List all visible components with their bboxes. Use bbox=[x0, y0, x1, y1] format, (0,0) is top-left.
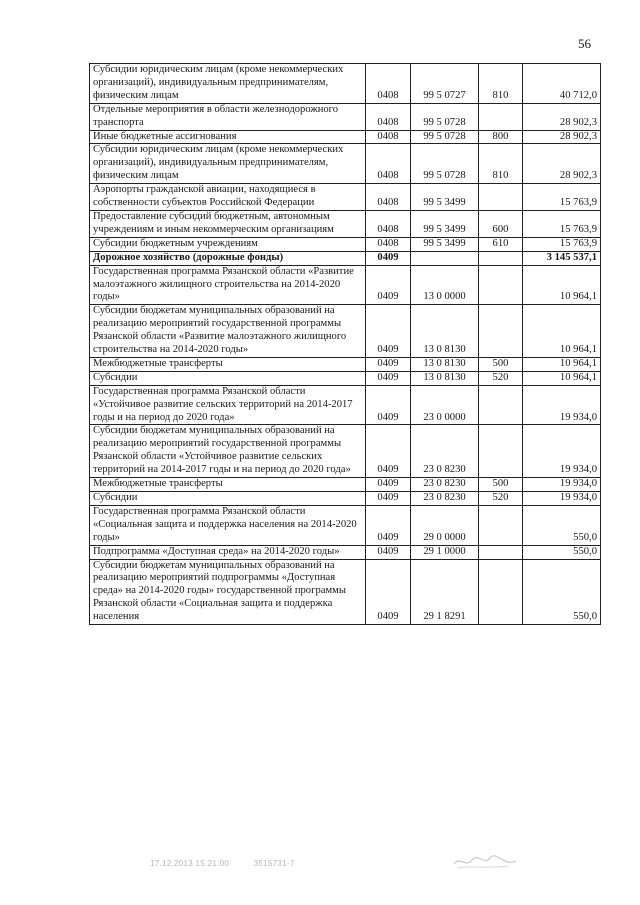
row-sum: 10 964,1 bbox=[523, 371, 601, 385]
row-expense-type bbox=[479, 265, 523, 305]
row-section-code: 0409 bbox=[366, 559, 411, 625]
row-name: Предоставление субсидий бюджетным, автономным учреждениям и иным некоммерческим организациям bbox=[90, 210, 366, 237]
footer-code: 3515731-7 bbox=[253, 859, 295, 868]
table-row bbox=[90, 144, 601, 184]
budget-table-body bbox=[90, 64, 601, 625]
row-section-code: 0409 bbox=[366, 251, 411, 265]
row-target-article: 99 5 0728 bbox=[411, 103, 479, 130]
table-row bbox=[90, 371, 601, 385]
row-sum: 19 934,0 bbox=[523, 425, 601, 478]
row-section-code: 0408 bbox=[366, 184, 411, 211]
row-expense-type: 500 bbox=[479, 478, 523, 492]
row-sum: 550,0 bbox=[523, 559, 601, 625]
row-expense-type bbox=[479, 103, 523, 130]
table-row bbox=[90, 305, 601, 358]
page-number: 56 bbox=[578, 36, 591, 51]
table-row bbox=[90, 237, 601, 251]
row-name: Субсидии bbox=[90, 492, 366, 506]
row-name: Подпрограмма «Доступная среда» на 2014-2020 годы» bbox=[90, 545, 366, 559]
table-row bbox=[90, 103, 601, 130]
row-section-code: 0409 bbox=[366, 492, 411, 506]
row-expense-type: 520 bbox=[479, 492, 523, 506]
row-section-code: 0409 bbox=[366, 357, 411, 371]
row-target-article: 23 0 8230 bbox=[411, 492, 479, 506]
row-sum: 15 763,9 bbox=[523, 184, 601, 211]
row-target-article: 99 5 0728 bbox=[411, 144, 479, 184]
row-name: Аэропорты гражданской авиации, находящиеся в собственности субъектов Российской Федерации bbox=[90, 184, 366, 211]
row-section-code: 0409 bbox=[366, 265, 411, 305]
row-name: Субсидии юридическим лицам (кроме некоммерческих организаций), индивидуальным предпринимателям, физическим лицам bbox=[90, 144, 366, 184]
row-sum: 19 934,0 bbox=[523, 478, 601, 492]
table-row bbox=[90, 492, 601, 506]
row-name: Государственная программа Рязанской области «Развитие малоэтажного жилищного строительства на 2014-2020 годы» bbox=[90, 265, 366, 305]
table-row bbox=[90, 505, 601, 545]
row-target-article: 23 0 8230 bbox=[411, 478, 479, 492]
row-section-code: 0409 bbox=[366, 425, 411, 478]
table-row bbox=[90, 64, 601, 104]
row-section-code: 0408 bbox=[366, 144, 411, 184]
row-section-code: 0408 bbox=[366, 130, 411, 144]
table-row bbox=[90, 425, 601, 478]
row-sum: 19 934,0 bbox=[523, 492, 601, 506]
row-target-article: 99 5 0728 bbox=[411, 130, 479, 144]
row-sum: 10 964,1 bbox=[523, 265, 601, 305]
row-name: Дорожное хозяйство (дорожные фонды) bbox=[90, 251, 366, 265]
row-section-code: 0409 bbox=[366, 545, 411, 559]
row-target-article: 23 0 0000 bbox=[411, 385, 479, 425]
row-sum: 28 902,3 bbox=[523, 144, 601, 184]
row-target-article: 99 5 3499 bbox=[411, 184, 479, 211]
table-row bbox=[90, 130, 601, 144]
row-target-article: 13 0 8130 bbox=[411, 371, 479, 385]
row-expense-type bbox=[479, 505, 523, 545]
row-sum: 10 964,1 bbox=[523, 357, 601, 371]
row-sum: 3 145 537,1 bbox=[523, 251, 601, 265]
row-name: Субсидии бюджетам муниципальных образований на реализацию мероприятий подпрограммы «Доступная среда» на 2014-2020 годы» государственной программы Рязанской области «Социальная защита и поддержка населения bbox=[90, 559, 366, 625]
row-sum: 28 902,3 bbox=[523, 103, 601, 130]
row-section-code: 0409 bbox=[366, 505, 411, 545]
table-row bbox=[90, 210, 601, 237]
row-expense-type bbox=[479, 385, 523, 425]
row-section-code: 0408 bbox=[366, 237, 411, 251]
footer bbox=[150, 859, 317, 868]
table-row bbox=[90, 357, 601, 371]
table-row bbox=[90, 184, 601, 211]
row-section-code: 0408 bbox=[366, 210, 411, 237]
row-expense-type: 520 bbox=[479, 371, 523, 385]
row-expense-type: 600 bbox=[479, 210, 523, 237]
row-target-article: 29 0 0000 bbox=[411, 505, 479, 545]
table-row bbox=[90, 265, 601, 305]
row-name: Субсидии бюджетам муниципальных образований на реализацию мероприятий государственной программы Рязанской области «Устойчивое развитие сельских территорий на 2014-2017 годы и на период до 2020 года» bbox=[90, 425, 366, 478]
row-target-article: 99 5 3499 bbox=[411, 237, 479, 251]
row-section-code: 0409 bbox=[366, 478, 411, 492]
row-expense-type: 500 bbox=[479, 357, 523, 371]
row-target-article: 13 0 8130 bbox=[411, 357, 479, 371]
row-expense-type bbox=[479, 184, 523, 211]
budget-table bbox=[89, 63, 601, 625]
row-sum: 40 712,0 bbox=[523, 64, 601, 104]
row-sum: 15 763,9 bbox=[523, 210, 601, 237]
row-target-article: 99 5 0727 bbox=[411, 64, 479, 104]
row-sum: 10 964,1 bbox=[523, 305, 601, 358]
row-sum: 19 934,0 bbox=[523, 385, 601, 425]
row-expense-type: 810 bbox=[479, 64, 523, 104]
row-name: Субсидии юридическим лицам (кроме некоммерческих организаций), индивидуальным предпринимателям, физическим лицам bbox=[90, 64, 366, 104]
row-expense-type bbox=[479, 251, 523, 265]
row-section-code: 0408 bbox=[366, 103, 411, 130]
row-expense-type bbox=[479, 559, 523, 625]
row-name: Межбюджетные трансферты bbox=[90, 357, 366, 371]
row-name: Государственная программа Рязанской области «Устойчивое развитие сельских территорий на 2014-2017 годы и на период до 2020 года» bbox=[90, 385, 366, 425]
row-sum: 550,0 bbox=[523, 545, 601, 559]
row-expense-type bbox=[479, 425, 523, 478]
row-target-article: 29 1 0000 bbox=[411, 545, 479, 559]
signature-stamp bbox=[450, 852, 520, 872]
table-row bbox=[90, 559, 601, 625]
row-expense-type: 810 bbox=[479, 144, 523, 184]
row-name: Субсидии бюджетным учреждениям bbox=[90, 237, 366, 251]
row-expense-type bbox=[479, 545, 523, 559]
row-sum: 550,0 bbox=[523, 505, 601, 545]
row-section-code: 0408 bbox=[366, 64, 411, 104]
footer-timestamp: 17.12.2013 15:21:00 bbox=[150, 859, 230, 868]
row-target-article bbox=[411, 251, 479, 265]
row-target-article: 13 0 0000 bbox=[411, 265, 479, 305]
row-target-article: 99 5 3499 bbox=[411, 210, 479, 237]
row-expense-type bbox=[479, 305, 523, 358]
table-row bbox=[90, 478, 601, 492]
row-name: Отдельные мероприятия в области железнодорожного транспорта bbox=[90, 103, 366, 130]
row-name: Государственная программа Рязанской области «Социальная защита и поддержка населения на 2014-2020 годы» bbox=[90, 505, 366, 545]
row-section-code: 0409 bbox=[366, 385, 411, 425]
row-name: Субсидии bbox=[90, 371, 366, 385]
row-target-article: 23 0 8230 bbox=[411, 425, 479, 478]
row-section-code: 0409 bbox=[366, 371, 411, 385]
row-sum: 28 902,3 bbox=[523, 130, 601, 144]
row-name: Субсидии бюджетам муниципальных образований на реализацию мероприятий государственной программы Рязанской области «Развитие малоэтажного жилищного строительства на 2014-2020 годы» bbox=[90, 305, 366, 358]
row-expense-type: 800 bbox=[479, 130, 523, 144]
row-name: Иные бюджетные ассигнования bbox=[90, 130, 366, 144]
row-section-code: 0409 bbox=[366, 305, 411, 358]
row-target-article: 29 1 8291 bbox=[411, 559, 479, 625]
table-row bbox=[90, 385, 601, 425]
table-row bbox=[90, 545, 601, 559]
row-target-article: 13 0 8130 bbox=[411, 305, 479, 358]
table-row bbox=[90, 251, 601, 265]
row-sum: 15 763,9 bbox=[523, 237, 601, 251]
row-name: Межбюджетные трансферты bbox=[90, 478, 366, 492]
row-expense-type: 610 bbox=[479, 237, 523, 251]
